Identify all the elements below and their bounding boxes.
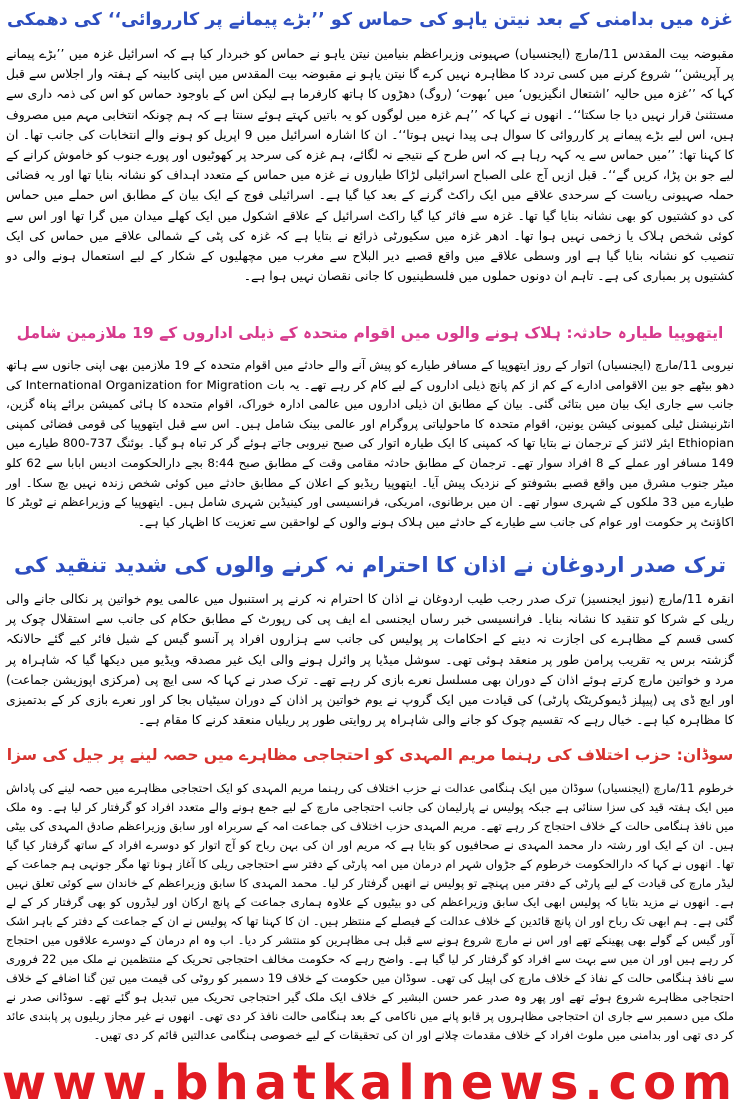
- story-turkey: [6, 545, 734, 730]
- story-ethiopia-headline: ایتھوپیا طیارہ حادثہ: ہلاک ہونے والوں میں اقوام متحدہ کے ذیلی اداروں کے 19 ملازمین شامل: [16, 324, 724, 342]
- story-gaza-headline: غزہ میں بدامنی کے بعد نیتن یاہو کی حماس کو ’’بڑے پیمانے پر کارروائی‘‘ کی دھمکی: [7, 10, 733, 30]
- story-turkey-body: انقرہ 11/مارچ (نیوز ایجنسیز) ترک صدر رجب طیب اردوغان نے اذان کا احترام نہ کرنے پر استنبول میں عالمی یوم خواتین پر نکالی جانے والی ریلی کے شرکا کو تنقید کا نشانہ بنایا۔ فرانسیسی خبر رساں ایجنسی اے ایف پی کی رپورٹ کے مطابق حکام کی جانب سے استقلال چوک پر کسی قسم کے مظاہرے کی اجازت نہ دینے کے احکامات پر پولیس کی جانب سے ہزاروں افراد پر آنسو گیس کے شیل فائر کیے گئے حالانکہ گزشتہ برس یہ تقریب پرامن طور پر منعقد ہوئی تھی۔ سوشل میڈیا پر وائرل ہونے والی ایک غیر مصدقہ ویڈیو میں دیکھا گیا کہ شاہراہ پر مرد و خواتین مارچ کرتے ہوئے اذان کے دوران بھی مسلسل نعرے بازی کر رہے تھے۔ ترک صدر نے کہا کہ سی ایچ پی (مرکزی اپوزیشن جماعت) اور ایچ ڈی پی (پیپلز ڈیموکریٹک پارٹی) کی قیادت میں ایک گروپ نے یوم خواتین پر اذان کے دوران سیٹیاں بجا کر اور نعرے بازی کر کے بدتمیزی کا مظاہرہ کیا ہے۔ خیال رہے کہ تقسیم چوک کو جانے والی شاہراہ پر روایتی طور پر ریلیاں منعقد کرنے کا مقام ہے۔: [6, 592, 734, 728]
- story-sudan-headline: سوڈان: حزب اختلاف کی رہنما مریم المہدی کو احتجاجی مظاہرے میں حصہ لینے پر جیل کی سزا: [6, 746, 734, 764]
- site-url-footer: www.bhatkalnews.com: [1, 1055, 739, 1111]
- story-ethiopia: [6, 314, 734, 532]
- story-ethiopia-body: نیروبی 11/مارچ (ایجنسیاں) اتوار کے روز ایتھوپیا کے مسافر طیارے کو پیش آنے والے حادثے میں اقوام متحدہ کے 19 ملازمین بھی اپنی جانوں سے ہاتھ دھو بیٹھے جو بین الاقوامی ادارے کے کم از کم پانچ ذیلی اداروں کے لیے کام کر رہے تھے۔ یہ بات International Organization for Migration کی جانب سے جاری ایک بیان میں بتائی گئی۔ بیان کے مطابق ان ذیلی اداروں میں عالمی ادارہ خوراک، اقوام متحدہ کا ہائی کمیشن برائے پناہ گزین، انٹرنیشنل ٹیلی کمیونی کیشن یونین، اقوام متحدہ کا ماحولیاتی پروگرام اور عالمی بینک شامل ہیں۔ اس سے قبل ایتھوپیا کی قومی فضائی کمپنی Ethiopian ایئر لائنز کے ترجمان نے بتایا تھا کہ کمپنی کا ایک طیارہ اتوار کی صبح نیروبی جاتے ہوئے گر کر تباہ ہو گیا۔ بوئنگ 737-800 طیارے میں 149 مسافر اور عملے کے 8 افراد سوار تھے۔ ترجمان کے مطابق حادثہ مقامی وقت کے مطابق صبح 8:44 بجے دارالحکومت ادیس ابابا سے 62 کلو میٹر جنوب مشرق میں واقع قصبے بشوفتو کے نزدیک پیش آیا۔ ایتھوپیا ریڈیو کے اعلان کے مطابق حادثے میں کوئی شخص زندہ نہیں بچ سکا۔ اور طیارے میں 33 ملکوں کے شہری سوار تھے۔ ان میں برطانوی، امریکی، فرانسیسی اور کینیڈین شہری شامل ہیں۔ ایتھوپیا کے وزیراعظم نے ٹویٹر کا اکاؤنٹ پر حکومت اور عوام کی جانب سے طیارے کے حادثے میں ہلاک ہونے والوں کے لواحقین سے تعزیت کا اظہار کیا ہے۔: [6, 358, 735, 529]
- story-sudan: [6, 735, 734, 1045]
- story-sudan-body: خرطوم 11/مارچ (ایجنسیاں) سوڈان میں ایک ہنگامی عدالت نے حزب اختلاف کی رہنما مریم المہدی کو ایک احتجاجی مظاہرے میں حصہ لینے کی پاداش میں ایک ہفتہ قید کی سزا سنائی ہے جبکہ پولیس نے پارلیمان کی جانب احتجاجی مارچ کے لیے جمع ہونے والے متعدد افراد کو گرفتار کر لیا ہے۔ وہ ملک میں نافذ ہنگامی حالت کے خلاف احتجاج کر رہے تھے۔ مریم المہدی حزب اختلاف کی جماعت امہ کے سربراہ اور سابق وزیراعظم صادق المہدی کی بیٹی ہیں۔ ان کے ایک اور رشتہ دار محمد المہدی نے صحافیوں کو بتایا ہے کہ مریم اور ان کی بہن رباح کو آج اتوار کو دوسرے افراد کے ساتھ گرفتار کیا گیا تھا۔ انھوں نے کہا کہ دارالحکومت خرطوم کے جڑواں شہر ام درمان میں امہ پارٹی کے دفتر سے احتجاجی ریلی کا آغاز ہونا تھا مگر جونہی ہم جماعت کے لیڈر مارچ کی قیادت کے لیے پارٹی کے دفتر میں پہنچے تو پولیس نے انھیں گرفتار کر لیا۔ محمد المہدی کا سابق وزیراعظم کے خاندان سے کوئی تعلق نہیں ہے۔ انھوں نے مزید بتایا کہ پولیس ابھی ایک سابق وزیراعظم کی دو بیٹیوں کے علاوہ ہماری جماعت کے پانچ ارکان اور لیڈروں کو بھی گرفتار کر کے لے گئی ہے۔ ہم ابھی تک رباح اور ان پانچ قائدین کے خلاف عدالت کے فیصلے کے منتظر ہیں۔ ان کا کہنا تھا کہ پولیس نے ان کے جماعت کے دفتر کے باہر اشک آور گیس کے گولے بھی پھینکے تھے اور اس نے مارچ شروع ہونے سے قبل ہی مظاہرین کو منتشر کر دیا۔ اب وہ ام درمان کے دوسرے علاقوں میں احتجاج کر رہے ہیں اور ان میں سے بہت سے افراد کو گرفتار کر لیا گیا ہے۔ واضح رہے کہ حکومت مخالف احتجاجی تحریک کے منتظمین نے ملک میں 22 فروری سے نافذ ہنگامی حالت کے نفاذ کے خلاف مارچ کی اپیل کی تھی۔ سوڈان میں حکومت کے خلاف 19 دسمبر کو روٹی کی قیمت میں تین گنا اضافے کے خلاف احتجاجی مظاہرے شروع ہوئے تھے اور پھر وہ صدر عمر حسن البشیر کے خلاف ایک ملک گیر احتجاجی تحریک میں تبدیل ہو گئے تھے۔ سوڈانی صدر نے ملک میں دسمبر سے جاری ان احتجاجی مظاہروں پر قابو پانے میں ناکامی کے بعد ہنگامی حالت نافذ کر دی تھی۔ انھوں نے غیر مجاز ریلیوں پر پابندی عائد کر دی تھی اور بدامنی میں ملوث افراد کے خلاف مقدمات چلانے اور ان کی تحقیقات کے لیے خصوصی ہنگامی عدالتیں قائم کر دی تھیں۔: [6, 781, 735, 1042]
- story-gaza-body: مقبوضہ بیت المقدس 11/مارچ (ایجنسیاں) صہیونی وزیراعظم بنیامین نیتن یاہو نے حماس کو خبردار کیا ہے کہ اسرائیل غزہ میں ’’بڑے پیمانے پر آپریشن‘‘ شروع کرنے میں کسی تردد کا مظاہرہ نہیں کرے گا نیتن یاہو نے مقبوضہ بیت المقدس میں اپنی کابینہ کے ہفتہ وار اجلاس سے قبل کہا کہ ’’غزہ میں حالیہ ’اشتعال انگیزیوں‘ میں ’بھوت‘ (روگ) دھڑوں کا ہاتھ کارفرما ہے لیکن اس کے باوجود حماس کو اس کی ذمہ داری سے مستثنیٰ قرار نہیں دیا جا سکتا‘‘۔ انھوں نے کہا کہ ’’ہم غزہ میں لوگوں کو یہ باتیں کہتے ہوئے سنتا ہے کہ ہم چونکہ انتخابی مہم میں مصروف ہیں، اس لیے بڑے پیمانے پر کارروائی کا سوال ہی پیدا نہیں ہوتا‘‘۔ ان کا اشارہ اسرائیل میں 9 اپریل کو ہونے والے انتخابات کی جانب تھا۔ ان کا کہنا تھا: ’’میں حماس سے یہ کہہ رہا ہے کہ اس طرح کے نتیجے نہ لگائے، ہم غزہ کی سرحد پر کھوٹیوں اور پورے جنوب کو خاموش کرانے کے لیے جو بن پڑا، کریں گے‘‘۔ قبل ازیں آج علی الصباح اسرائیلی لڑاکا طیاروں نے غزہ میں حماس کے متعدد اہداف کو نشانہ بنایا تھا اور یہ فضائی حملہ صہیونی ریاست کے سرحدی علاقے میں ایک راکٹ گرنے کے بعد کیا گیا ہے۔ اسرائیلی فوج کے ایک بیان کے مطابق اس حملے میں حماس کی دو کشتیوں کو بھی نشانہ بنایا گیا تھا۔ غزہ سے فائر کیا گیا راکٹ اسرائیل کے علاقے اشکول میں ایک کھلے میدان میں گرا تھا اور اس سے کوئی شخص ہلاک یا زخمی نہیں ہوا تھا۔ ادھر غزہ میں سکیورٹی ذرائع نے بتایا ہے کہ غزہ کی پٹی کے شمالی علاقے میں حماس کی ایک تنصیب کو نشانہ بنایا گیا ہے اور وسطی علاقے میں واقع قصبے دیر البلاح سے مغرب میں مچھلیوں کے شکار کے لیے استعمال ہونے والی دو کشتیوں پر بمباری کی ہے۔ تاہم ان دونوں حملوں میں فلسطینیوں کا جانی نقصان نہیں ہوا ہے۔: [5, 47, 735, 284]
- story-turkey-headline: ترک صدر اردوغان نے اذان کا احترام نہ کرنے والوں کی شدید تنقید کی: [13, 553, 727, 577]
- story-gaza: [6, 0, 734, 286]
